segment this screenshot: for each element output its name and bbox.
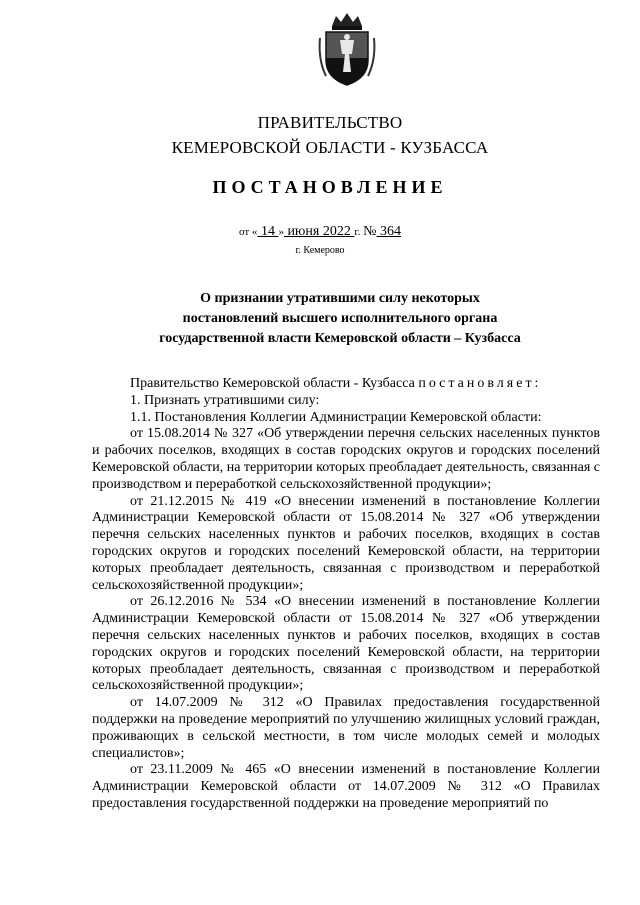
date-year-suffix: г. (354, 226, 361, 238)
list-item: от 21.12.2015 № 419 «О внесении изменений в постановление Коллегии Администрации Кемеровской области от 15.08.2014 № 327 «Об утверждении перечня сельских населенных пунктов и рабочих поселков, входящих в состав городских округов и городских поселений Кемеровской области, на территории которых преобладает деятельность, связанная с производством и переработкой сельскохозяйственной продукции»; (92, 493, 600, 593)
number-sign: № (363, 224, 377, 239)
list-item: от 23.11.2009 № 465 «О внесении изменений в постановление Коллегии Администрации Кемеровской области от 14.07.2009 № 312 «О Правилах предоставления государственной поддержки на проведение мероприятий по (92, 762, 600, 811)
city: г. Кемерово (295, 245, 345, 256)
list-item: от 15.08.2014 № 327 «Об утверждении перечня сельских населенных пунктов и рабочих поселков, входящих в состав городских округов и городских поселений Кемеровской области, на территории которых преобладает деятельность, связанная с производством и переработкой сельскохозяйственной продукции»; (92, 426, 600, 492)
clause-1-1: 1.1. Постановления Коллегии Администрации Кемеровской области: (130, 409, 542, 425)
document-type: ПОСТАНОВЛЕНИЕ (212, 177, 448, 197)
date-month-year: июня 2022 (283, 224, 355, 239)
document-body (92, 376, 600, 813)
intro-paragraph: Правительство Кемеровской области - Кузбасса постановляет: (130, 376, 542, 391)
date-day: 14 (257, 224, 279, 239)
subject-line: государственной власти Кемеровской области – Кузбасса (159, 331, 521, 346)
coat-of-arms-icon (318, 10, 376, 88)
document-subject (130, 289, 550, 349)
date-line (0, 224, 640, 240)
subject-line: О признании утратившими силу некоторых (200, 291, 480, 306)
government-title: ПРАВИТЕЛЬСТВО (257, 113, 403, 132)
resolves-word: постановляет: (418, 376, 542, 391)
list-item: от 14.07.2009 № 312 «О Правилах предоставления государственной поддержки на проведение мероприятий по улучшению жилищных условий граждан, проживающих в сельской местности, в том числе молодых семей и молодых специалистов»; (92, 695, 600, 761)
date-prefix: от « (239, 226, 258, 238)
date-quote-close: » (278, 226, 284, 238)
subject-line: постановлений высшего исполнительного органа (182, 311, 498, 326)
list-item: от 26.12.2016 № 534 «О внесении изменений в постановление Коллегии Администрации Кемеровской области от 15.08.2014 № 327 «Об утверждении перечня сельских населенных пунктов и рабочих поселков, входящих в состав городских округов и городских поселений Кемеровской области, на территории которых преобладает деятельность, связанная с производством и переработкой сельскохозяйственной продукции»; (92, 594, 600, 694)
region-title: КЕМЕРОВСКОЙ ОБЛАСТИ - КУЗБАССА (171, 138, 489, 157)
clause-1: 1. Признать утратившими силу: (130, 392, 320, 408)
document-number: 364 (376, 224, 401, 239)
